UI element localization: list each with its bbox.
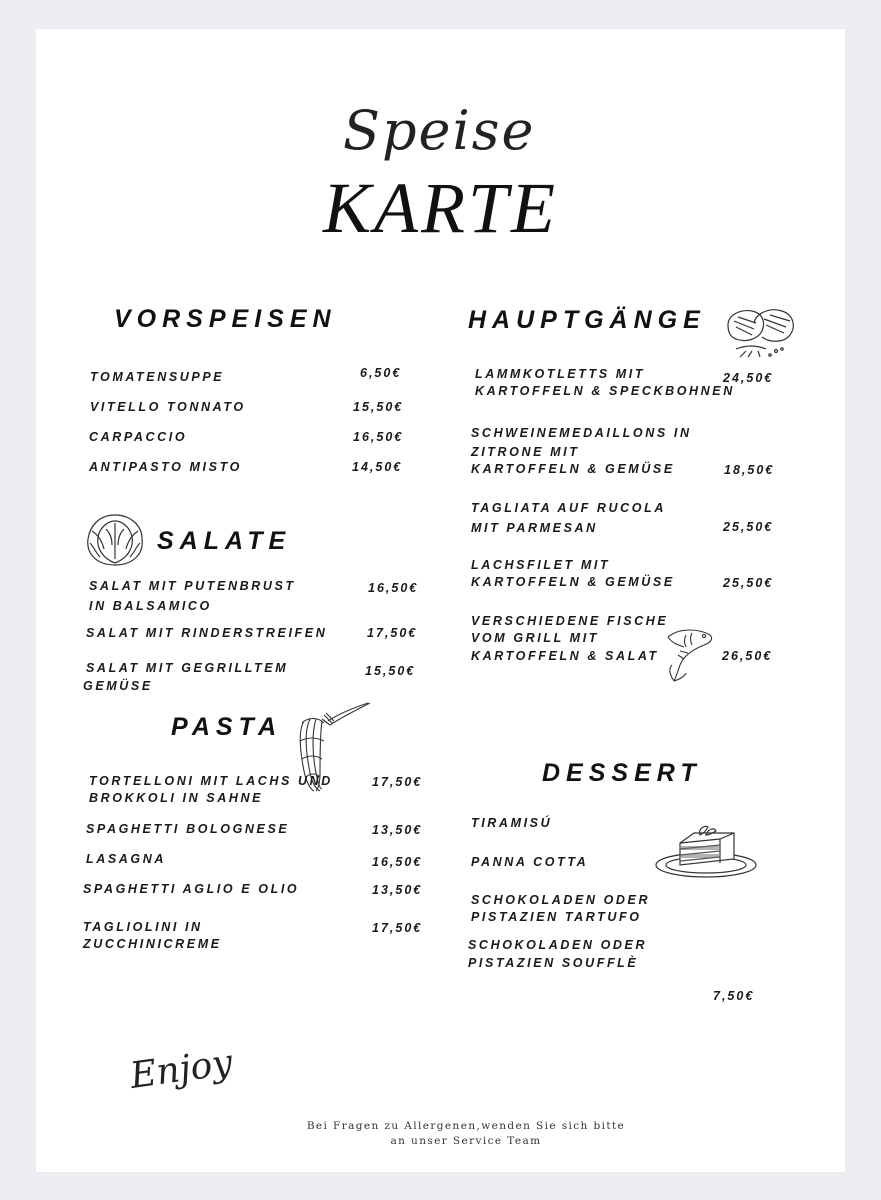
menu-item-name: KARTOFFELN & GEMÜSE: [471, 575, 675, 589]
menu-item-price: 17,50€: [367, 626, 418, 640]
menu-item-name: TAGLIOLINI IN: [83, 920, 203, 934]
menu-item-name: KARTOFFELN & GEMÜSE: [471, 462, 675, 476]
menu-item-name: PISTAZIEN TARTUFO: [471, 910, 642, 924]
menu-item-price: 25,50€: [723, 576, 774, 590]
section-heading-vorspeisen: VORSPEISEN: [114, 305, 337, 333]
menu-item-name: BROKKOLI IN SAHNE: [89, 791, 264, 805]
menu-item-name: SPAGHETTI AGLIO E OLIO: [83, 882, 300, 896]
menu-page: [36, 29, 845, 1172]
menu-item-price: 16,50€: [353, 430, 404, 444]
menu-item-name: MIT PARMESAN: [471, 521, 598, 535]
menu-item-name: SALAT MIT PUTENBRUST: [89, 579, 296, 593]
menu-item-price: 15,50€: [353, 400, 404, 414]
menu-item-name: SCHOKOLADEN ODER: [471, 893, 651, 907]
menu-item-name: SCHWEINEMEDAILLONS IN: [471, 426, 692, 440]
menu-item-price: 13,50€: [372, 823, 423, 837]
menu-item-name: ANTIPASTO MISTO: [89, 460, 242, 474]
fish-icon: [664, 625, 716, 683]
menu-item-name: SCHOKOLADEN ODER: [468, 938, 648, 952]
menu-item-name: CARPACCIO: [89, 430, 188, 444]
menu-item-name: KARTOFFELN & SPECKBOHNEN: [475, 384, 735, 398]
menu-item-name: SALAT MIT GEGRILLTEM: [86, 661, 289, 675]
menu-item-name: SALAT MIT RINDERSTREIFEN: [86, 626, 328, 640]
allergen-note-line2: an unser Service Team: [390, 1135, 542, 1147]
menu-item-name: VOM GRILL MIT: [471, 631, 600, 645]
menu-item-name: GEMÜSE: [83, 679, 153, 693]
title-script: Speise: [343, 99, 536, 162]
menu-item-price: 25,50€: [723, 520, 774, 534]
menu-item-price: 24,50€: [723, 371, 774, 385]
menu-item-name: SPAGHETTI BOLOGNESE: [86, 822, 290, 836]
menu-item-name: TORTELLONI MIT LACHS UND: [89, 774, 333, 788]
menu-item-price: 14,50€: [352, 460, 403, 474]
menu-item-price: 13,50€: [372, 883, 423, 897]
dessert-price: 7,50€: [713, 989, 755, 1003]
allergen-note-line1: Bei Fragen zu Allergenen,wenden Sie sich bitte: [306, 1120, 626, 1132]
menu-item-price: 16,50€: [368, 581, 419, 595]
menu-item-price: 18,50€: [724, 463, 775, 477]
steak-icon: [724, 305, 798, 359]
menu-item-price: 6,50€: [360, 366, 402, 380]
title-main: KARTE: [323, 168, 559, 248]
menu-item-name: VERSCHIEDENE FISCHE: [471, 614, 669, 628]
menu-item-name: ZITRONE MIT: [471, 445, 580, 459]
menu-item-price: 17,50€: [372, 921, 423, 935]
menu-item-price: 17,50€: [372, 775, 423, 789]
section-heading-hauptgaenge: HAUPTGÄNGE: [468, 306, 706, 334]
section-heading-salate: SALATE: [157, 527, 292, 555]
menu-item-name: LAMMKOTLETTS MIT: [475, 367, 646, 381]
menu-item-name: ZUCCHINICREME: [83, 937, 222, 951]
menu-item-price: 15,50€: [365, 664, 416, 678]
enjoy-signature: Enjoy: [127, 1042, 235, 1097]
menu-item-name: TAGLIATA AUF RUCOLA: [471, 501, 666, 515]
menu-item-name: LACHSFILET MIT: [471, 558, 611, 572]
menu-item-name: VITELLO TONNATO: [90, 400, 246, 414]
lettuce-icon: [82, 509, 148, 569]
menu-item-name: TOMATENSUPPE: [90, 370, 225, 384]
menu-item-name: PISTAZIEN SOUFFLÈ: [468, 956, 639, 970]
allergen-note: [266, 1119, 666, 1149]
cake-plate-icon: [654, 821, 758, 881]
menu-item-price: 26,50€: [722, 649, 773, 663]
menu-item-name: LASAGNA: [86, 852, 167, 866]
menu-item-name: PANNA COTTA: [471, 855, 589, 869]
section-heading-pasta: PASTA: [171, 713, 283, 741]
menu-item-name: IN BALSAMICO: [89, 599, 212, 613]
menu-item-name: TIRAMISÚ: [471, 816, 553, 830]
menu-item-price: 16,50€: [372, 855, 423, 869]
section-heading-dessert: DESSERT: [542, 759, 702, 787]
menu-item-name: KARTOFFELN & SALAT: [471, 649, 659, 663]
